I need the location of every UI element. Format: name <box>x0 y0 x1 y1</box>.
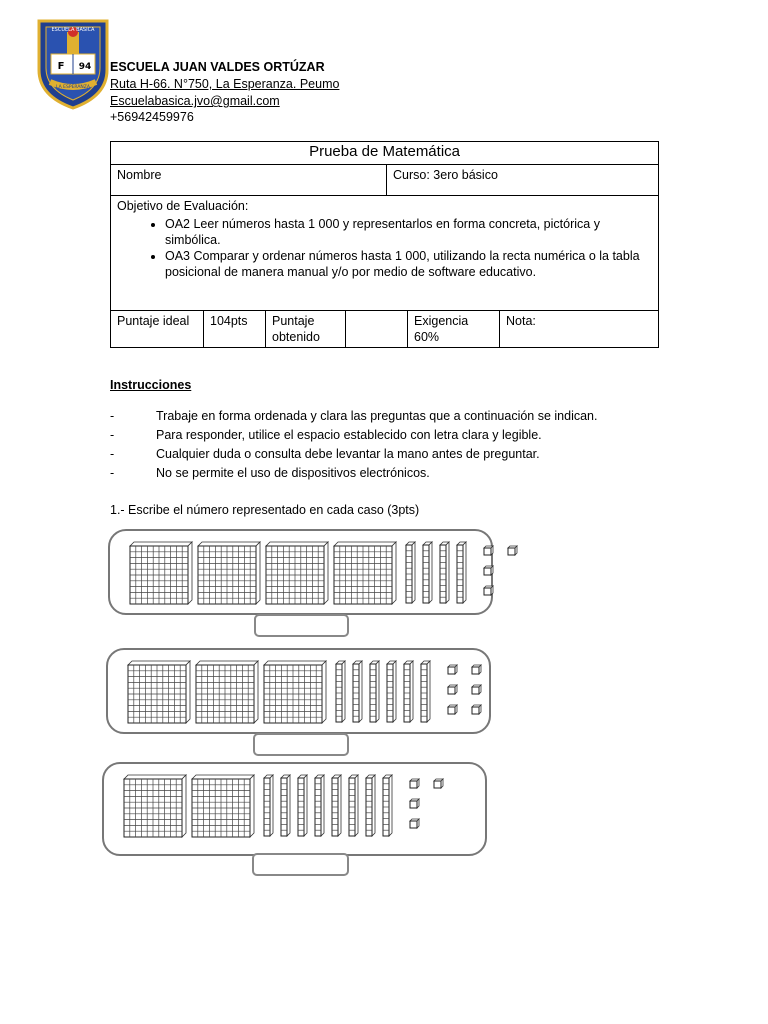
one-cube <box>410 819 419 828</box>
grade-field[interactable] <box>500 311 659 348</box>
school-crest-icon <box>36 18 110 110</box>
logo-text-top: ESCUELA BASICA <box>51 27 95 33</box>
hundred-block <box>266 542 328 604</box>
one-cube <box>448 685 457 694</box>
base-ten-panel-1 <box>108 529 493 615</box>
ten-rod <box>336 661 345 722</box>
one-cube <box>448 665 457 674</box>
school-phone: +56942459976 <box>110 110 194 124</box>
course-field <box>387 165 659 196</box>
logo-number: 94 <box>78 62 92 72</box>
logo-text-bottom: LA ESPERANZA <box>56 85 90 90</box>
instruction-item: - Cualquier duda o consulta debe levantar la mano antes de preguntar. <box>110 447 540 461</box>
obtained-score-field[interactable] <box>346 311 408 348</box>
requirement-label: Exigencia 60% <box>408 311 500 348</box>
one-cube <box>472 705 481 714</box>
objective-item: • OA3 Comparar y ordenar números hasta 1 000, utilizando la recta numérica o la tabla posicional de manera manual y/o por medio de software educativo. <box>165 248 652 280</box>
ten-rod <box>421 661 430 722</box>
instruction-item: - No se permite el uso de dispositivos electrónicos. <box>110 466 430 480</box>
one-cube <box>508 546 517 555</box>
ideal-score-value: 104pts <box>204 311 266 348</box>
objectives-list <box>117 216 652 280</box>
base-ten-blocks <box>108 650 489 732</box>
course-label: Curso: 3ero básico <box>393 168 498 182</box>
hundred-block <box>198 542 260 604</box>
one-cube <box>448 705 457 714</box>
hundred-block <box>130 542 192 604</box>
answer-box-2[interactable] <box>253 733 349 756</box>
ten-rod <box>349 775 358 836</box>
base-ten-blocks <box>104 764 485 854</box>
ten-rod <box>264 775 273 836</box>
objective-item: • OA2 Leer números hasta 1 000 y representarlos en forma concreta, pictórica y simbólica. <box>165 216 652 248</box>
one-cube <box>410 779 419 788</box>
instruction-item: - Para responder, utilice el espacio establecido con letra clara y legible. <box>110 428 542 442</box>
ten-rod <box>423 542 432 603</box>
ten-rod <box>387 661 396 722</box>
exam-header-table <box>110 141 659 348</box>
answer-box-3[interactable] <box>252 853 349 876</box>
objectives-cell <box>111 196 659 311</box>
school-address: Ruta H-66. N°750, La Esperanza. Peumo <box>110 77 340 91</box>
ten-rod <box>383 775 392 836</box>
base-ten-panel-3 <box>102 762 487 856</box>
base-ten-panel-2 <box>106 648 491 734</box>
school-name: ESCUELA JUAN VALDES ORTÚZAR <box>110 60 325 74</box>
instructions-title: Instrucciones <box>110 378 192 392</box>
ten-rod <box>440 542 449 603</box>
hundred-block <box>196 661 258 723</box>
school-email[interactable]: Escuelabasica.jvo@gmail.com <box>110 94 280 108</box>
hundred-block <box>264 661 326 723</box>
one-cube <box>472 665 481 674</box>
ten-rod <box>281 775 290 836</box>
ten-rod <box>457 542 466 603</box>
ten-rod <box>315 775 324 836</box>
one-cube <box>484 546 493 555</box>
one-cube <box>484 566 493 575</box>
ten-rod <box>370 661 379 722</box>
ideal-score-label: Puntaje ideal <box>111 311 204 348</box>
base-ten-blocks <box>110 531 491 613</box>
ten-rod <box>353 661 362 722</box>
hundred-block <box>128 661 190 723</box>
ten-rod <box>298 775 307 836</box>
hundred-block <box>192 775 254 837</box>
one-cube <box>484 586 493 595</box>
ten-rod <box>332 775 341 836</box>
ten-rod <box>406 542 415 603</box>
one-cube <box>472 685 481 694</box>
ten-rod <box>404 661 413 722</box>
exam-title: Prueba de Matemática <box>111 142 659 165</box>
instruction-item: - Trabaje en forma ordenada y clara las preguntas que a continuación se indican. <box>110 409 598 423</box>
answer-box-1[interactable] <box>254 614 349 637</box>
objective-label: Objetivo de Evaluación: <box>117 199 249 213</box>
one-cube <box>410 799 419 808</box>
school-logo <box>36 18 110 110</box>
obtained-score-label: Puntaje obtenido <box>266 311 346 348</box>
hundred-block <box>334 542 396 604</box>
question-1-prompt: 1.- Escribe el número representado en cada caso (3pts) <box>110 503 420 517</box>
name-label: Nombre <box>117 168 162 182</box>
student-name-field[interactable] <box>111 165 387 196</box>
grade-label: Nota: <box>506 314 536 328</box>
logo-letter: F <box>57 61 65 72</box>
one-cube <box>434 779 443 788</box>
ten-rod <box>366 775 375 836</box>
hundred-block <box>124 775 186 837</box>
